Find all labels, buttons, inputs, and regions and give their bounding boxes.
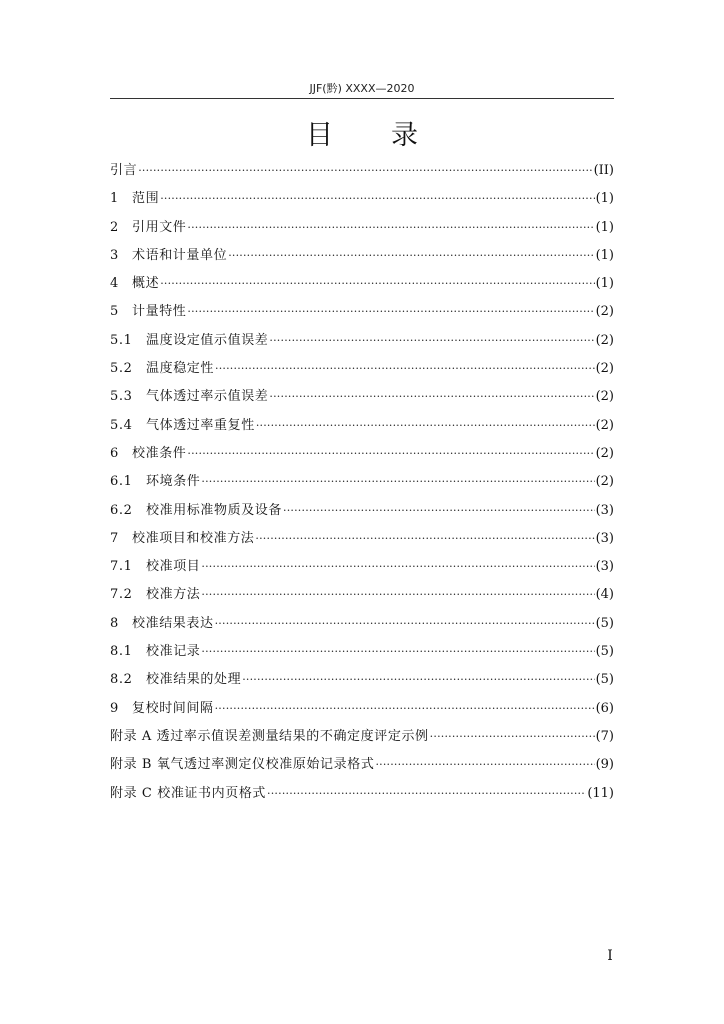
toc-entry-page: (1): [595, 247, 614, 263]
toc-leader-dots: [201, 581, 594, 609]
toc-leader-dots: [201, 468, 594, 496]
toc-entry-page: (2): [595, 389, 614, 405]
toc-entry-appendix-b[interactable]: [110, 751, 614, 779]
toc-entry-number: 7.1: [110, 559, 133, 575]
toc-leader-dots: [215, 355, 595, 383]
toc-leader-dots: [269, 383, 594, 411]
toc-entry-page: (6): [595, 700, 614, 716]
header-divider: [110, 98, 614, 99]
toc-leader-dots: [160, 270, 594, 298]
toc-entry-7-1[interactable]: [110, 553, 614, 581]
toc-entry-6[interactable]: [110, 440, 614, 468]
toc-entry-2[interactable]: [110, 214, 614, 242]
toc-entry-label: 8 校准结果表达: [110, 610, 214, 638]
toc-entry-number: 附录 A: [110, 728, 152, 744]
toc-leader-dots: [375, 751, 594, 779]
toc-leader-dots: [160, 185, 594, 213]
toc-leader-dots: [269, 327, 594, 355]
toc-entry-label: 5.2 温度稳定性: [110, 355, 214, 383]
toc-entry-page: (3): [595, 530, 614, 546]
toc-entry-page: (5): [595, 615, 614, 631]
toc-leader-dots: [256, 412, 595, 440]
toc-entry-number: 5: [110, 304, 119, 320]
toc-entry-label: 6.2 校准用标准物质及设备: [110, 497, 282, 525]
toc-entry-7-2[interactable]: [110, 581, 614, 609]
toc-leader-dots: [138, 157, 592, 185]
toc-leader-dots: [201, 553, 594, 581]
toc-entry-page: (1): [595, 191, 614, 207]
toc-entry-number: 5.1: [110, 332, 133, 348]
toc-entry-8[interactable]: [110, 610, 614, 638]
toc-leader-dots: [187, 214, 594, 242]
toc-entry-label: 7.2 校准方法: [110, 581, 200, 609]
toc-entry-label: 8.2 校准结果的处理: [110, 666, 241, 694]
toc-entry-label: 引言: [110, 163, 138, 178]
toc-entry-5[interactable]: [110, 298, 614, 326]
toc-entry-number: 9: [110, 700, 119, 716]
toc-entry-8-1[interactable]: [110, 638, 614, 666]
toc-entry-label: 6 校准条件: [110, 440, 186, 468]
toc-entry-number: 1: [110, 191, 119, 207]
toc-leader-dots: [187, 298, 594, 326]
toc-entry-page: (2): [595, 474, 614, 490]
toc-entry-number: 8: [110, 615, 119, 631]
toc-entry-appendix-c[interactable]: [110, 780, 614, 808]
toc-entry-page: (4): [595, 587, 614, 603]
toc-entry-label: 附录 A 透过率示值误差测量结果的不确定度评定示例: [110, 728, 429, 744]
toc-entry-number: 8.1: [110, 644, 133, 660]
toc-entry-page: (1): [595, 276, 614, 292]
toc-entry-number: 附录 C: [110, 785, 153, 801]
toc-entry-3[interactable]: [110, 242, 614, 270]
toc-entry-introduction[interactable]: [110, 157, 614, 185]
toc-entry-page: (2): [595, 417, 614, 433]
toc-leader-dots: [201, 638, 594, 666]
toc-entry-label: 5.3 气体透过率示值误差: [110, 383, 268, 411]
toc-entry-page: (2): [595, 361, 614, 377]
toc-entry-9[interactable]: [110, 695, 614, 723]
toc-leader-dots: [430, 723, 595, 751]
toc-entry-appendix-a[interactable]: [110, 723, 614, 751]
toc-leader-dots: [283, 497, 595, 525]
toc-entry-number: 6.1: [110, 474, 133, 490]
toc-entry-5-3[interactable]: [110, 383, 614, 411]
toc-entry-label: 5 计量特性: [110, 298, 186, 326]
toc-entry-number: 5.3: [110, 389, 133, 405]
toc-entry-label: 7 校准项目和校准方法: [110, 525, 254, 553]
toc-entry-number: 6: [110, 445, 119, 461]
toc-entry-7[interactable]: [110, 525, 614, 553]
toc-entry-page: (2): [595, 304, 614, 320]
toc-entry-label: 附录 B 氧气透过率测定仪校准原始记录格式: [110, 757, 375, 773]
toc-entry-page: (1): [595, 219, 614, 235]
toc-entry-number: 5.2: [110, 361, 133, 377]
toc-entry-number: 2: [110, 219, 119, 235]
toc-entry-number: 附录 B: [110, 757, 153, 773]
toc-entry-number: 5.4: [110, 417, 133, 433]
toc-entry-page: (11): [587, 785, 614, 801]
toc-entry-label: 8.1 校准记录: [110, 638, 200, 666]
toc-entry-5-1[interactable]: [110, 327, 614, 355]
toc-entry-label: 6.1 环境条件: [110, 468, 200, 496]
toc-entry-label: 5.4 气体透过率重复性: [110, 412, 255, 440]
toc-entry-6-2[interactable]: [110, 497, 614, 525]
toc-entry-page: (3): [595, 502, 614, 518]
toc-leader-dots: [187, 440, 594, 468]
toc-entry-label: 4 概述: [110, 270, 159, 298]
toc-entry-5-4[interactable]: [110, 412, 614, 440]
toc-entry-number: 8.2: [110, 672, 133, 688]
toc-entry-number: 3: [110, 247, 119, 263]
table-of-contents: [110, 157, 614, 808]
toc-entry-number: 6.2: [110, 502, 133, 518]
toc-entry-1[interactable]: [110, 185, 614, 213]
page-title: 目录: [306, 120, 476, 151]
toc-leader-dots: [255, 525, 594, 553]
toc-entry-8-2[interactable]: [110, 666, 614, 694]
toc-entry-page: (9): [595, 757, 614, 773]
toc-leader-dots: [215, 695, 595, 723]
toc-entry-page: (5): [595, 644, 614, 660]
toc-entry-label: 9 复校时间间隔: [110, 695, 214, 723]
document-header-code: JJF(黔) XXXX—2020: [309, 82, 415, 95]
toc-leader-dots: [242, 666, 594, 694]
toc-entry-label: 附录 C 校准证书内页格式: [110, 785, 267, 801]
toc-entry-5-2[interactable]: [110, 355, 614, 383]
toc-entry-page: (7): [595, 728, 614, 744]
toc-entry-6-1[interactable]: [110, 468, 614, 496]
toc-leader-dots: [215, 610, 595, 638]
toc-entry-page: (2): [595, 445, 614, 461]
toc-entry-page: (3): [595, 559, 614, 575]
toc-entry-page: (2): [595, 332, 614, 348]
toc-entry-4[interactable]: [110, 270, 614, 298]
page-number: I: [607, 948, 613, 964]
toc-entry-label: 5.1 温度设定值示值误差: [110, 327, 268, 355]
toc-entry-number: 7.2: [110, 587, 133, 603]
toc-entry-number: 7: [110, 530, 119, 546]
toc-entry-label: 7.1 校准项目: [110, 553, 200, 581]
toc-entry-number: 4: [110, 276, 119, 292]
toc-entry-label: 3 术语和计量单位: [110, 242, 227, 270]
toc-entry-label: 1 范围: [110, 185, 159, 213]
toc-entry-page: (5): [595, 672, 614, 688]
toc-entry-page: (II): [593, 163, 614, 178]
toc-leader-dots: [267, 780, 586, 808]
toc-entry-label: 2 引用文件: [110, 214, 186, 242]
toc-leader-dots: [228, 242, 594, 270]
